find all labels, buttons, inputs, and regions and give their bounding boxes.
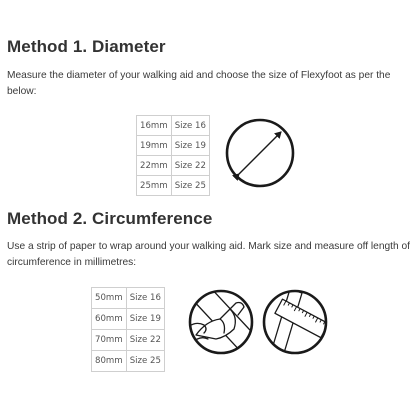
measure-cell: 16mm — [137, 116, 172, 136]
size-cell: Size 16 — [171, 116, 209, 136]
measure-cell: 19mm — [137, 136, 172, 156]
method-1-heading: Method 1. Diameter — [7, 37, 166, 56]
measure-cell: 60mm — [92, 309, 127, 330]
table-row — [92, 330, 165, 351]
ruler-measure-icon — [260, 287, 330, 357]
measure-cell: 25mm — [137, 176, 172, 196]
table-row — [137, 156, 210, 176]
diameter-size-table — [136, 115, 210, 196]
size-cell: Size 25 — [171, 176, 209, 196]
measure-cell: 22mm — [137, 156, 172, 176]
method-2-heading: Method 2. Circumference — [7, 209, 213, 228]
measure-cell: 70mm — [92, 330, 127, 351]
circumference-size-table — [91, 287, 165, 372]
table-row — [137, 136, 210, 156]
size-cell: Size 25 — [126, 351, 164, 372]
size-cell: Size 19 — [126, 309, 164, 330]
table-row — [92, 351, 165, 372]
size-cell: Size 19 — [171, 136, 209, 156]
measure-cell: 80mm — [92, 351, 127, 372]
table-row — [137, 176, 210, 196]
diameter-circle-icon — [222, 115, 298, 191]
size-cell: Size 16 — [126, 288, 164, 309]
paper-wrap-icon — [186, 287, 256, 357]
table-row — [92, 309, 165, 330]
table-row — [92, 288, 165, 309]
size-cell: Size 22 — [126, 330, 164, 351]
table-row — [137, 116, 210, 136]
measure-cell: 50mm — [92, 288, 127, 309]
size-cell: Size 22 — [171, 156, 209, 176]
method-1-instructions: Measure the diameter of your walking aid and choose the size of Flexyfoot as per the below: — [7, 70, 391, 97]
method-2-instructions: Use a strip of paper to wrap around your walking aid. Mark size and measure off length of circumference in millimetres: — [7, 241, 410, 268]
